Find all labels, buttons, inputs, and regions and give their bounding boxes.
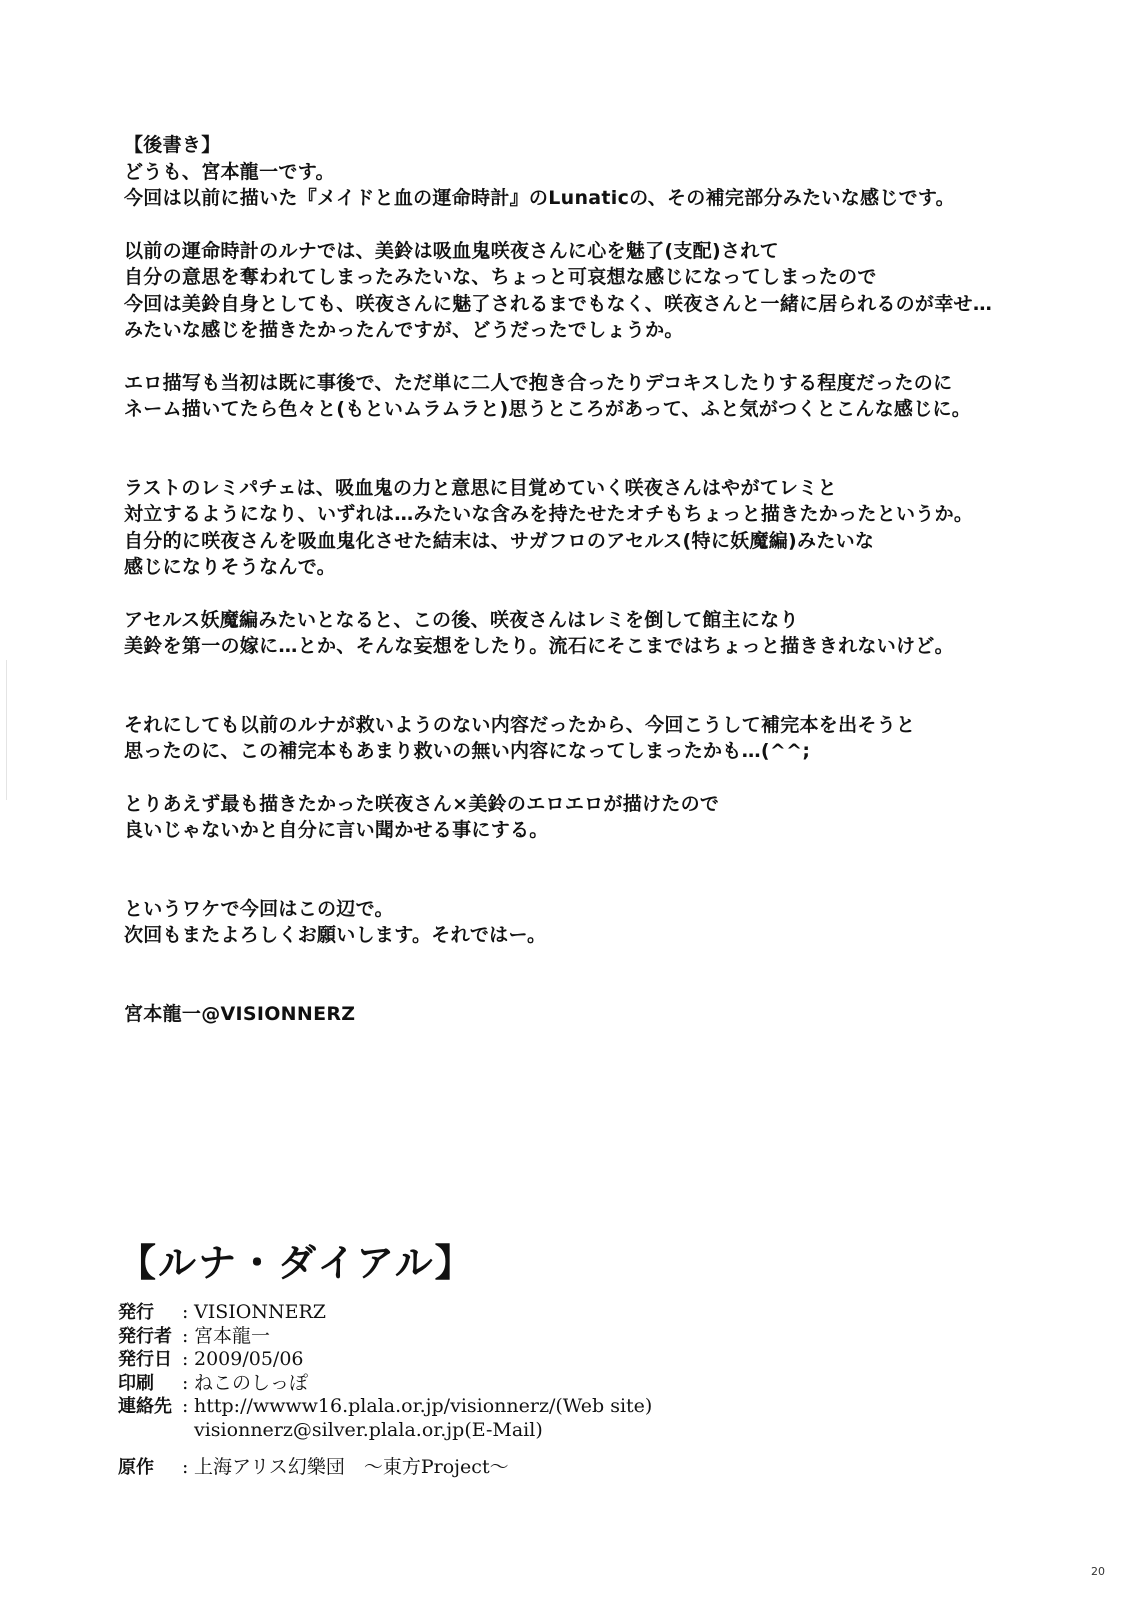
colophon-row-original-work xyxy=(118,1456,818,1480)
afterword-line: というワケで今回はこの辺で。 xyxy=(124,897,394,920)
afterword-line: 以前の運命時計のルナでは、美鈴は吸血鬼咲夜さんに心を魅了(支配)されて xyxy=(124,239,779,262)
colophon-colon: : xyxy=(182,1456,189,1478)
afterword-line: 自分の意思を奪われてしまったみたいな、ちょっと可哀想な感じになってしまったので xyxy=(124,266,877,288)
afterword-line: 思ったのに、この補完本もあまり救いの無い内容になってしまったかも…(^^; xyxy=(124,740,811,762)
afterword-line: 感じになりそうなんで。 xyxy=(124,556,336,578)
afterword-line: 美鈴を第一の嫁に…とか、そんな妄想をしたり。流石にそこまではちょっと描ききれないけど。 xyxy=(124,635,954,657)
colophon-row-printer xyxy=(118,1372,818,1396)
afterword-line: 次回もまたよろしくお願いします。それではー。 xyxy=(124,924,547,946)
afterword-line: エロ描写も当初は既に事後で、ただ単に二人で抱き合ったりデコキスしたりする程度だったのに xyxy=(124,371,953,394)
afterword-line: 今回は以前に描いた『メイドと血の運命時計』のLunaticの、その補完部分みたいな感じです。 xyxy=(124,187,955,209)
afterword-line: アセルス妖魔編みたいとなると、この後、咲夜さんはレミを倒して館主になり xyxy=(124,608,799,631)
colophon-colon: : xyxy=(182,1301,189,1323)
afterword-line: 良いじゃないかと自分に言い聞かせる事にする。 xyxy=(124,819,549,841)
afterword-line: 対立するようになり、いずれは…みたいな含みを持たせたオチもちょっと描きたかったというか。 xyxy=(124,503,974,525)
afterword-signature: 宮本龍一@VISIONNERZ xyxy=(124,1002,356,1025)
colophon-label: 発行 xyxy=(118,1302,154,1323)
colophon-value: 宮本龍一 xyxy=(194,1324,271,1347)
afterword-line: 今回は美鈴自身としても、咲夜さんに魅了されるまでもなく、咲夜さんと一緒に居られるのが幸せ… xyxy=(124,292,993,315)
colophon-row-publisher xyxy=(118,1301,818,1325)
colophon-value: http://wwww16.plala.or.jp/visionnerz/(Web site) xyxy=(194,1395,653,1417)
afterword-section xyxy=(124,132,1084,1027)
page-number: 20 xyxy=(1091,1565,1105,1578)
colophon-row-date xyxy=(118,1348,818,1372)
afterword-line: みたいな感じを描きたかったんですが、どうだったでしょうか。 xyxy=(124,319,684,341)
colophon xyxy=(118,1232,818,1480)
colophon-colon: : xyxy=(182,1395,189,1417)
afterword-line: とりあえず最も描きたかった咲夜さん×美鈴のエロエロが描けたので xyxy=(124,792,720,815)
colophon-value: VISIONNERZ xyxy=(194,1301,326,1323)
colophon-label xyxy=(118,1419,182,1443)
colophon-colon-blank xyxy=(182,1419,194,1443)
colophon-value: ねこのしっぽ xyxy=(194,1371,309,1394)
colophon-label: 連絡先 xyxy=(118,1396,172,1417)
colophon-label: 発行日 xyxy=(118,1349,172,1370)
afterword-line: それにしても以前のルナが救いようのない内容だったから、今回こうして補完本を出そうと xyxy=(124,713,916,736)
afterword-line: どうも、宮本龍一です。 xyxy=(124,160,335,183)
colophon-label: 印刷 xyxy=(118,1372,154,1394)
afterword-heading: 【後書き】 xyxy=(124,134,221,156)
scan-edge-mark xyxy=(6,660,7,800)
colophon-row-contact-email xyxy=(118,1419,818,1443)
colophon-value: 上海アリス幻樂団 ～東方Project～ xyxy=(194,1456,509,1478)
colophon-label: 発行者 xyxy=(118,1325,172,1347)
afterword-line: ネーム描いてたら色々と(もといムラムラと)思うところがあって、ふと気がつくとこんな感じに。 xyxy=(124,398,972,420)
colophon-colon: : xyxy=(182,1348,189,1370)
book-title: 【ルナ・ダイアル】 xyxy=(118,1241,475,1285)
colophon-value: visionnerz@silver.plala.or.jp(E-Mail) xyxy=(194,1418,543,1441)
afterword-line: 自分的に咲夜さんを吸血鬼化させた結末は、サガフロのアセルス(特に妖魔編)みたいな xyxy=(124,529,875,552)
colophon-value: 2009/05/06 xyxy=(194,1348,304,1370)
colophon-label: 原作 xyxy=(118,1457,154,1478)
colophon-row-issuer xyxy=(118,1325,818,1349)
afterword-line: ラストのレミパチェは、吸血鬼の力と意思に目覚めていく咲夜さんはやがてレミと xyxy=(124,476,837,499)
colophon-colon: : xyxy=(182,1371,189,1394)
colophon-colon: : xyxy=(182,1324,189,1347)
colophon-row-contact-web xyxy=(118,1395,818,1419)
